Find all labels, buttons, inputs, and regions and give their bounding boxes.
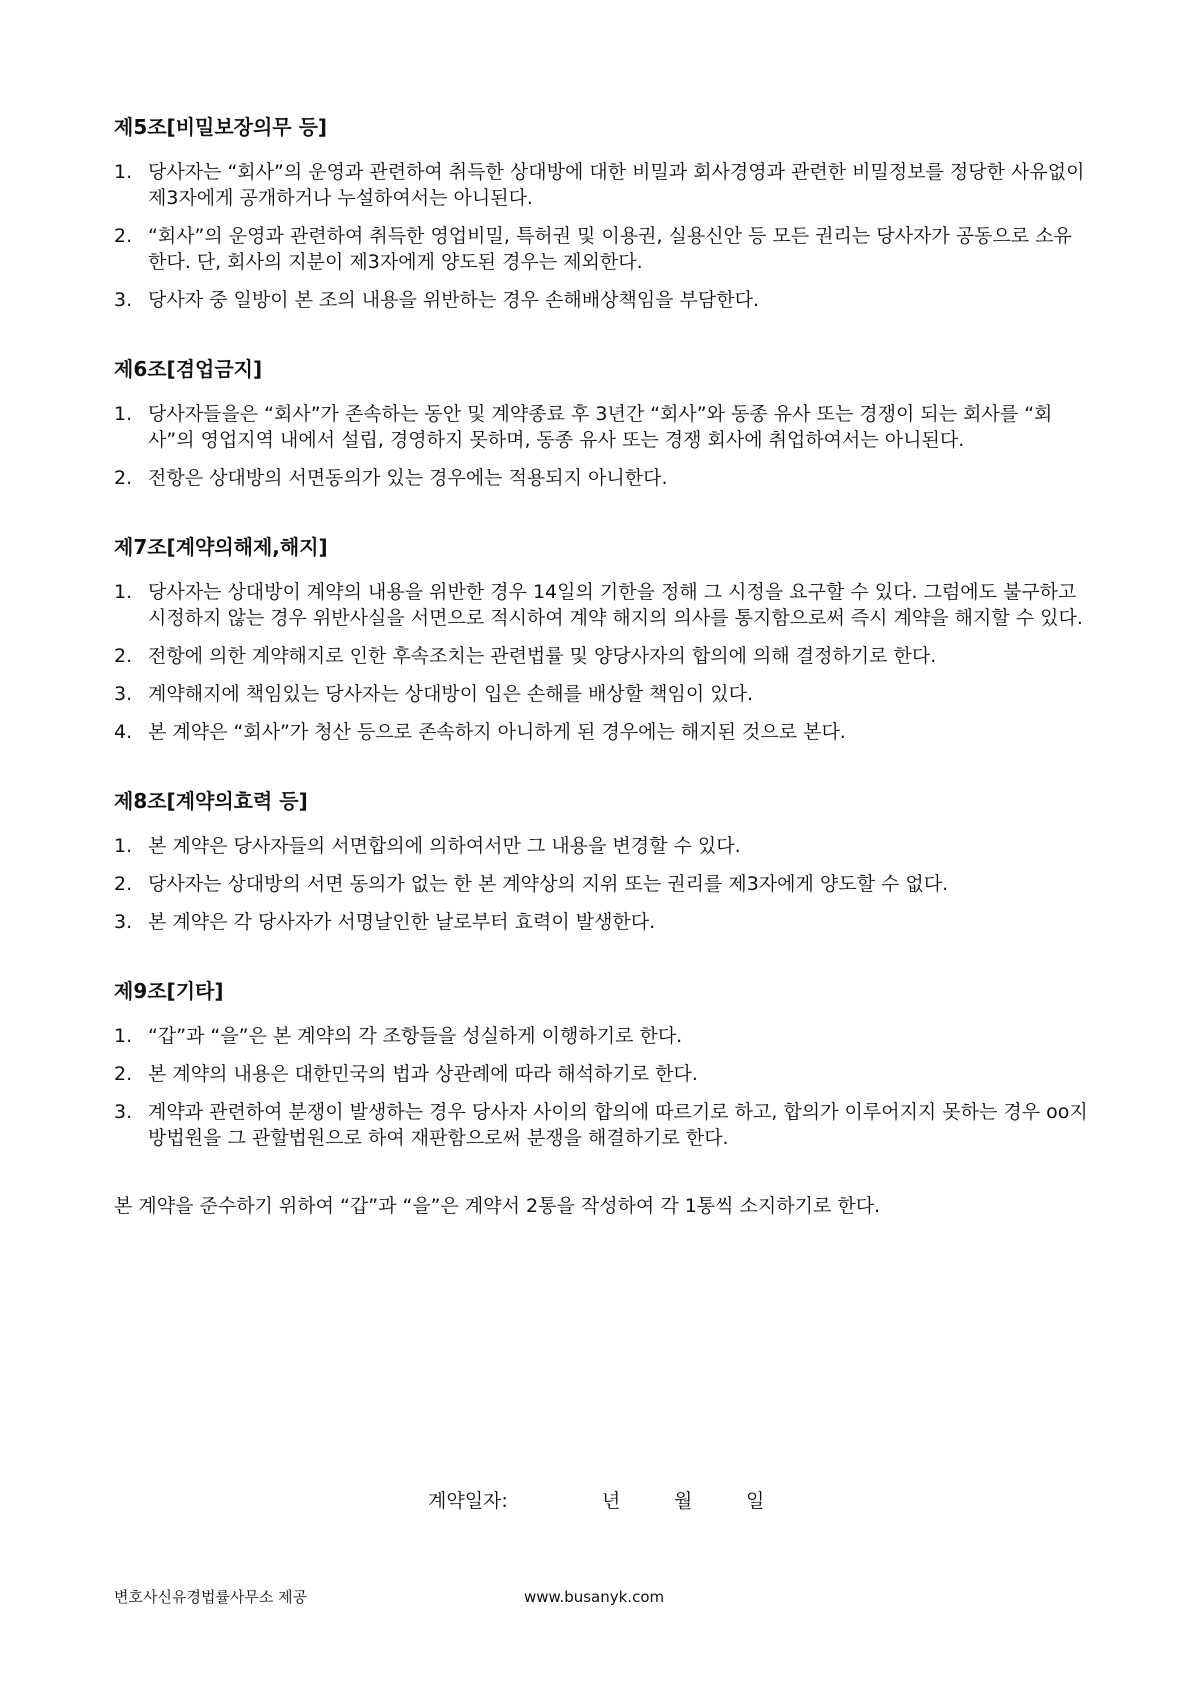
article-title: 제7조[계약의해제,해지] (114, 535, 328, 559)
contract-date-label: 계약일자: (428, 1490, 508, 1512)
article-8 (114, 787, 1090, 935)
contract-body (114, 113, 1090, 1219)
article-9 (114, 977, 1090, 1151)
clause-text: “갑”과 “을”은 본 계약의 각 조항들을 성실하게 이행하기로 한다. (148, 1025, 683, 1047)
clause (114, 1023, 1090, 1049)
clause (114, 1061, 1090, 1087)
clause-text: 당사자는 상대방의 서면 동의가 없는 한 본 계약상의 지위 또는 권리를 제3자에게 양도할 수 없다. (148, 873, 949, 895)
clause (114, 465, 1090, 491)
clause-text: 계약과 관련하여 분쟁이 발생하는 경우 당사자 사이의 합의에 따르기로 하고, 합의가 이루어지지 못하는 경우 oo지방법원을 그 관할법원으로 하여 재판함으로써 분쟁을 해결하기로 한다. (148, 1101, 1088, 1149)
page-footer (114, 1587, 664, 1607)
clause-number: 3. (114, 289, 133, 311)
clause (114, 719, 1090, 745)
clause-number: 2. (114, 225, 133, 247)
clause-number: 1. (114, 835, 133, 857)
clause (114, 871, 1090, 897)
clause-number: 3. (114, 683, 133, 705)
clause-number: 4. (114, 721, 133, 743)
clause-text: 본 계약은 각 당사자가 서명날인한 날로부터 효력이 발생한다. (148, 911, 656, 933)
clause-text: 본 계약은 “회사”가 청산 등으로 존속하지 아니하게 된 경우에는 해지된 것으로 본다. (148, 721, 846, 743)
clause-text: 본 계약은 당사자들의 서면합의에 의하여서만 그 내용을 변경할 수 있다. (148, 835, 741, 857)
article-title: 제9조[기타] (114, 979, 224, 1003)
clause (114, 287, 1090, 313)
clause-number: 1. (114, 403, 133, 425)
article-title: 제8조[계약의효력 등] (114, 789, 308, 813)
clause (114, 681, 1090, 707)
clause (114, 223, 1090, 275)
clause-number: 2. (114, 645, 133, 667)
contract-date-line (428, 1488, 818, 1514)
clause (114, 401, 1090, 453)
clause-text: 당사자들을은 “회사”가 존속하는 동안 및 계약종료 후 3년간 “회사”와 동종 유사 또는 경쟁이 되는 회사를 “회사”의 영업지역 내에서 설립, 경영하지 못하며, 동종 유사 또는 경쟁 회사에 취업하여서는 아니된다. (148, 403, 1053, 451)
clause-text: 계약해지에 책임있는 당사자는 상대방이 입은 손해를 배상할 책임이 있다. (148, 683, 753, 705)
clause-number: 2. (114, 467, 133, 489)
clause-number: 2. (114, 873, 133, 895)
clause (114, 909, 1090, 935)
clause (114, 1099, 1090, 1151)
date-day-unit: 일 (746, 1490, 765, 1512)
article-5 (114, 113, 1090, 313)
clause-text: 본 계약의 내용은 대한민국의 법과 상관례에 따라 해석하기로 한다. (148, 1063, 698, 1085)
clause (114, 579, 1090, 631)
date-year-unit: 년 (602, 1490, 621, 1512)
article-title: 제6조[겸업금지] (114, 357, 263, 381)
article-7 (114, 533, 1090, 745)
clause (114, 643, 1090, 669)
clause-text: 전항은 상대방의 서면동의가 있는 경우에는 적용되지 아니한다. (148, 467, 668, 489)
clause-number: 3. (114, 1101, 133, 1123)
clause-number: 1. (114, 161, 133, 183)
clause-number: 3. (114, 911, 133, 933)
clause-number: 2. (114, 1063, 133, 1085)
article-6 (114, 355, 1090, 491)
clause-text: 당사자는 “회사”의 운영과 관련하여 취득한 상대방에 대한 비밀과 회사경영과 관련한 비밀정보를 정당한 사유없이 제3자에게 공개하거나 누설하여서는 아니된다. (148, 161, 1085, 209)
closing-statement: 본 계약을 준수하기 위하여 “갑”과 “을”은 계약서 2통을 작성하여 각 1통씩 소지하기로 한다. (114, 1195, 881, 1217)
clause-text: 당사자 중 일방이 본 조의 내용을 위반하는 경우 손해배상책임을 부담한다. (148, 289, 760, 311)
clause-text: “회사”의 운영과 관련하여 취득한 영업비밀, 특허권 및 이용권, 실용신안 등 모든 권리는 당사자가 공동으로 소유한다. 단, 회사의 지분이 제3자에게 양도된 경우는 제외한다. (148, 225, 1072, 273)
clause-text: 전항에 의한 계약해지로 인한 후속조치는 관련법률 및 양당사자의 합의에 의해 결정하기로 한다. (148, 645, 937, 667)
clause (114, 159, 1090, 211)
clause (114, 833, 1090, 859)
footer-url: www.busanyk.com (524, 1588, 665, 1606)
clause-number: 1. (114, 581, 133, 603)
footer-provider: 변호사신유경법률사무소 제공 (114, 1588, 308, 1606)
clause-number: 1. (114, 1025, 133, 1047)
date-month-unit: 월 (674, 1490, 693, 1512)
clause-text: 당사자는 상대방이 계약의 내용을 위반한 경우 14일의 기한을 정해 그 시정을 요구할 수 있다. 그럼에도 불구하고 시정하지 않는 경우 위반사실을 서면으로 적시하여 계약 해지의 의사를 통지함으로써 즉시 계약을 해지할 수 있다. (148, 581, 1083, 629)
article-title: 제5조[비밀보장의무 등] (114, 115, 328, 139)
